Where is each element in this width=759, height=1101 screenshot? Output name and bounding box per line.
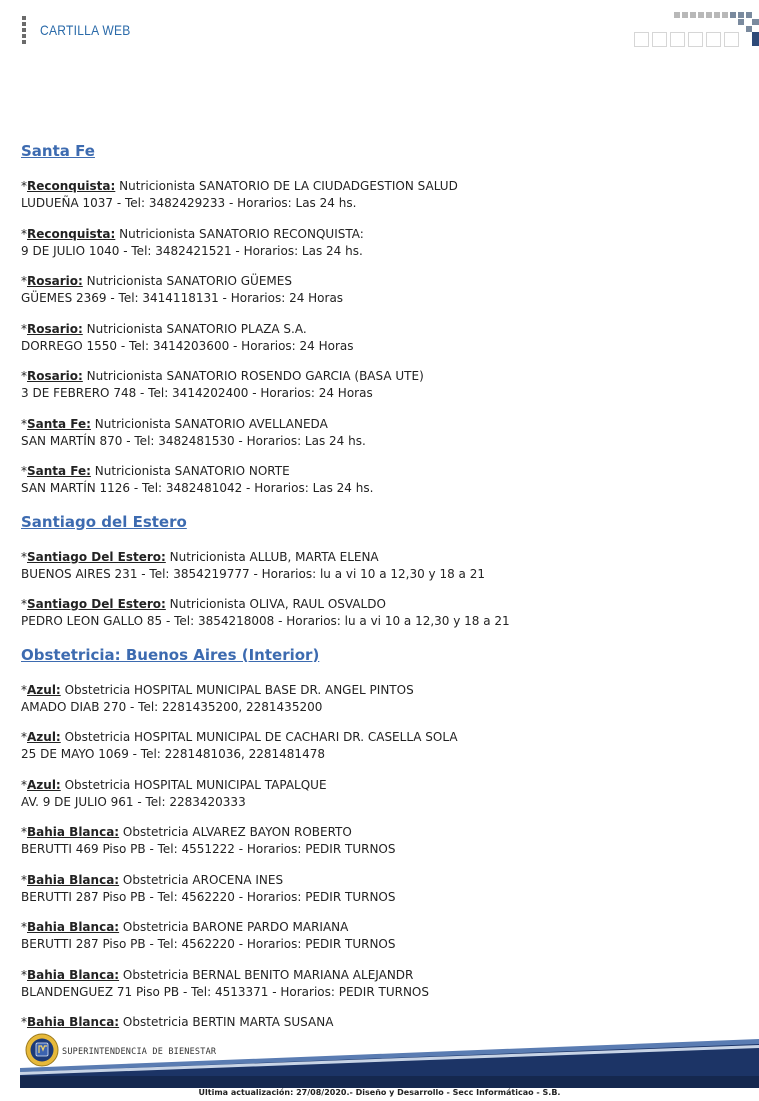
- section-santiago-del-estero: [21, 511, 741, 631]
- city-link[interactable]: Bahia Blanca:: [27, 872, 120, 887]
- list-item: *Azul: Obstetricia HOSPITAL MUNICIPAL DE CACHARI DR. CASELLA SOLA 25 DE MAYO 1069 - Tel: 2281481036, 2281481478: [21, 729, 741, 763]
- list-item: *Reconquista: Nutricionista SANATORIO DE LA CIUDADGESTION SALUD LUDUEÑA 1037 - Tel: 3482429233 - Horarios: Las 24 hs.: [21, 178, 741, 212]
- list-item: *Azul: Obstetricia HOSPITAL MUNICIPAL BASE DR. ANGEL PINTOS AMADO DIAB 270 - Tel: 2281435200, 2281435200: [21, 682, 741, 716]
- section-title[interactable]: Santiago del Estero: [21, 512, 187, 531]
- provider-address: 3 DE FEBRERO 748 - Tel: 3414202400 - Horarios: 24 Horas: [21, 386, 373, 400]
- institution-seal-icon: [25, 1033, 59, 1067]
- header-decoration: [634, 12, 759, 48]
- provider-desc: Nutricionista OLIVA, RAUL OSVALDO: [169, 597, 386, 611]
- directory-content: [21, 140, 741, 1045]
- city-link[interactable]: Rosario:: [27, 369, 83, 383]
- provider-address: GÜEMES 2369 - Tel: 3414118131 - Horarios: 24 Horas: [21, 291, 344, 305]
- provider-desc: Nutricionista SANATORIO PLAZA S.A.: [86, 321, 307, 336]
- section-title[interactable]: Obstetricia: Buenos Aires (Interior): [21, 645, 320, 664]
- provider-address: AMADO DIAB 270 - Tel: 2281435200, 2281435200: [21, 699, 323, 714]
- list-item: *Bahia Blanca: Obstetricia ALVAREZ BAYON ROBERTO BERUTTI 469 Piso PB - Tel: 4551222 - Horarios: PEDIR TURNOS: [21, 824, 741, 858]
- provider-desc: Nutricionista SANATORIO AVELLANEDA: [94, 416, 328, 431]
- provider-desc: Obstetricia BARONE PARDO MARIANA: [122, 920, 349, 934]
- provider-address: 25 DE MAYO 1069 - Tel: 2281481036, 2281481478: [21, 747, 325, 761]
- organization-name: SUPERINTENDENCIA DE BIENESTAR: [62, 1047, 217, 1057]
- provider-address: AV. 9 DE JULIO 961 - Tel: 2283420333: [21, 794, 246, 809]
- provider-address: BERUTTI 287 Piso PB - Tel: 4562220 - Horarios: PEDIR TURNOS: [21, 937, 396, 951]
- footer-band: [20, 1036, 759, 1088]
- provider-desc: Obstetricia HOSPITAL MUNICIPAL TAPALQUE: [64, 777, 327, 792]
- list-item: *Rosario: Nutricionista SANATORIO GÜEMES GÜEMES 2369 - Tel: 3414118131 - Horarios: 24 Horas: [21, 273, 741, 307]
- provider-desc: Obstetricia BERNAL BENITO MARIANA ALEJANDR: [122, 967, 414, 982]
- list-item: *Bahia Blanca: Obstetricia BERNAL BENITO MARIANA ALEJANDR BLANDENGUEZ 71 Piso PB - Tel: 4513371 - Horarios: PEDIR TURNOS: [21, 967, 741, 1001]
- list-item: *Santa Fe: Nutricionista SANATORIO NORTE SAN MARTÍN 1126 - Tel: 3482481042 - Horarios: Las 24 hs.: [21, 463, 741, 497]
- provider-address: BERUTTI 469 Piso PB - Tel: 4551222 - Horarios: PEDIR TURNOS: [21, 842, 396, 856]
- provider-address: DORREGO 1550 - Tel: 3414203600 - Horarios: 24 Horas: [21, 338, 354, 353]
- list-item: *Rosario: Nutricionista SANATORIO PLAZA S.A. DORREGO 1550 - Tel: 3414203600 - Horarios: 24 Horas: [21, 321, 741, 355]
- city-link[interactable]: Rosario:: [27, 274, 83, 288]
- city-link[interactable]: Reconquista:: [27, 179, 116, 193]
- provider-desc: Nutricionista ALLUB, MARTA ELENA: [169, 549, 379, 564]
- provider-desc: Nutricionista SANATORIO RECONQUISTA:: [119, 226, 364, 241]
- city-link[interactable]: Santiago Del Estero:: [27, 597, 166, 611]
- city-link[interactable]: Azul:: [27, 682, 61, 697]
- city-link[interactable]: Bahia Blanca:: [27, 967, 120, 982]
- list-item: *Santiago Del Estero: Nutricionista OLIVA, RAUL OSVALDO PEDRO LEON GALLO 85 - Tel: 3854218008 - Horarios: lu a vi 10 a 12,30 y 18 a 21: [21, 596, 741, 630]
- provider-desc: Nutricionista SANATORIO ROSENDO GARCIA (BASA UTE): [86, 369, 424, 383]
- city-link[interactable]: Azul:: [27, 730, 61, 744]
- city-link[interactable]: Rosario:: [27, 321, 83, 336]
- section-obstetricia-buenos-aires: [21, 644, 741, 1032]
- provider-address: BERUTTI 287 Piso PB - Tel: 4562220 - Horarios: PEDIR TURNOS: [21, 889, 396, 904]
- city-link[interactable]: Santiago Del Estero:: [27, 549, 166, 564]
- provider-address: BLANDENGUEZ 71 Piso PB - Tel: 4513371 - Horarios: PEDIR TURNOS: [21, 984, 429, 999]
- list-item: *Azul: Obstetricia HOSPITAL MUNICIPAL TAPALQUE AV. 9 DE JULIO 961 - Tel: 2283420333: [21, 777, 741, 811]
- provider-desc: Nutricionista SANATORIO GÜEMES: [86, 274, 292, 288]
- list-item: *Bahia Blanca: Obstetricia AROCENA INES BERUTTI 287 Piso PB - Tel: 4562220 - Horarios: PEDIR TURNOS: [21, 872, 741, 906]
- page-title: CARTILLA WEB: [40, 22, 131, 38]
- provider-desc: Obstetricia AROCENA INES: [122, 872, 284, 887]
- city-link[interactable]: Azul:: [27, 777, 61, 792]
- city-link[interactable]: Santa Fe:: [27, 464, 91, 478]
- provider-desc: Nutricionista SANATORIO DE LA CIUDADGESTION SALUD: [119, 179, 458, 193]
- provider-address: 9 DE JULIO 1040 - Tel: 3482421521 - Horarios: Las 24 hs.: [21, 243, 363, 258]
- provider-address: PEDRO LEON GALLO 85 - Tel: 3854218008 - Horarios: lu a vi 10 a 12,30 y 18 a 21: [21, 614, 510, 628]
- section-title[interactable]: Santa Fe: [21, 142, 95, 160]
- list-item: *Bahia Blanca: Obstetricia BERTIN MARTA SUSANA: [21, 1015, 334, 1029]
- list-item: *Santa Fe: Nutricionista SANATORIO AVELLANEDA SAN MARTÍN 870 - Tel: 3482481530 - Horarios: Las 24 hs.: [21, 416, 741, 450]
- city-link[interactable]: Bahia Blanca:: [27, 920, 120, 934]
- list-item: *Reconquista: Nutricionista SANATORIO RECONQUISTA: 9 DE JULIO 1040 - Tel: 3482421521 - Horarios: Las 24 hs.: [21, 226, 741, 260]
- provider-desc: Obstetricia HOSPITAL MUNICIPAL BASE DR. ANGEL PINTOS: [64, 682, 414, 697]
- header-bar-mark: [22, 16, 26, 46]
- provider-address: LUDUEÑA 1037 - Tel: 3482429233 - Horarios: Las 24 hs.: [21, 196, 357, 210]
- city-link[interactable]: Bahia Blanca:: [27, 1015, 120, 1029]
- provider-desc: Obstetricia HOSPITAL MUNICIPAL DE CACHARI DR. CASELLA SOLA: [64, 730, 458, 744]
- list-item: *Santiago Del Estero: Nutricionista ALLUB, MARTA ELENA BUENOS AIRES 231 - Tel: 3854219777 - Horarios: lu a vi 10 a 12,30 y 18 a 21: [21, 549, 741, 583]
- provider-desc: Obstetricia ALVAREZ BAYON ROBERTO: [122, 825, 352, 839]
- provider-desc: Obstetricia BERTIN MARTA SUSANA: [122, 1015, 334, 1029]
- section-santa-fe: [21, 140, 741, 497]
- provider-address: BUENOS AIRES 231 - Tel: 3854219777 - Horarios: lu a vi 10 a 12,30 y 18 a 21: [21, 566, 485, 581]
- city-link[interactable]: Reconquista:: [27, 226, 116, 241]
- city-link[interactable]: Santa Fe:: [27, 416, 91, 431]
- list-item: *Rosario: Nutricionista SANATORIO ROSENDO GARCIA (BASA UTE) 3 DE FEBRERO 748 - Tel: 3414202400 - Horarios: 24 Horas: [21, 368, 741, 402]
- provider-desc: Nutricionista SANATORIO NORTE: [94, 464, 290, 478]
- list-item: *Bahia Blanca: Obstetricia BARONE PARDO MARIANA BERUTTI 287 Piso PB - Tel: 4562220 - Horarios: PEDIR TURNOS: [21, 919, 741, 953]
- provider-address: SAN MARTÍN 1126 - Tel: 3482481042 - Horarios: Las 24 hs.: [21, 481, 374, 495]
- city-link[interactable]: Bahia Blanca:: [27, 825, 120, 839]
- footer-update-note: Ultima actualización: 27/08/2020.- Diseño y Desarrollo - Secc Informáticao - S.B.: [198, 1088, 561, 1097]
- provider-address: SAN MARTÍN 870 - Tel: 3482481530 - Horarios: Las 24 hs.: [21, 433, 366, 448]
